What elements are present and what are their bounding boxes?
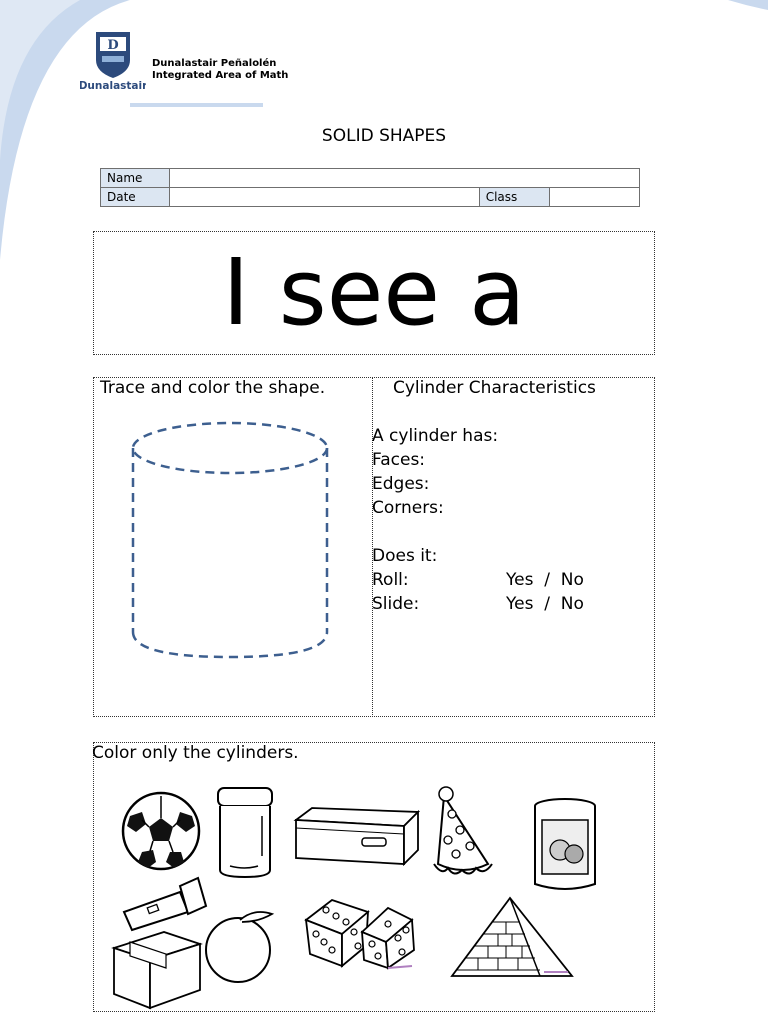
jar-picture[interactable] [212,786,278,880]
logo-wordmark: Dunalastair [80,80,146,92]
date-label: Date [101,188,170,207]
faces-label: Faces: [372,450,426,470]
student-info-table [100,168,640,207]
name-field[interactable] [170,169,640,188]
trace-instruction: Trace and color the shape. [100,378,326,398]
slide-options[interactable]: Yes / No [506,594,584,614]
orange-picture[interactable] [204,906,276,986]
coloring-instruction: Color only the cylinders. [92,743,299,763]
page-title: SOLID SHAPES [321,126,447,146]
briefcase-picture[interactable] [292,804,422,866]
characteristics-title: Cylinder Characteristics [393,378,596,398]
cylinder-tracing-outline[interactable] [128,420,334,664]
name-label: Name [101,169,170,188]
dice-picture[interactable] [302,896,420,972]
pyramid-picture[interactable] [448,894,576,980]
characteristics-intro: A cylinder has: [372,426,499,446]
does-it-label: Does it: [372,546,438,566]
corner-decoration-right [728,0,768,10]
logo-letter: D [107,38,119,53]
class-label: Class [479,188,549,207]
can-picture[interactable] [532,796,598,896]
department-name: Integrated Area of Math [152,70,289,81]
i-see-a-text: I see a [222,239,526,346]
flashlight-picture[interactable] [118,872,210,934]
slide-label: Slide: [372,594,420,614]
cardboard-box-picture[interactable] [110,928,204,1012]
header-rule [130,103,263,107]
party-hat-picture[interactable] [430,784,496,880]
corners-label: Corners: [372,498,444,518]
school-name: Dunalastair Peñalolén [152,58,277,69]
edges-label: Edges: [372,474,430,494]
school-logo [80,30,146,92]
school-name-block [152,58,288,82]
class-field[interactable] [550,188,640,207]
soccer-ball-picture[interactable] [120,790,202,872]
roll-label: Roll: [372,570,409,590]
date-field[interactable] [170,188,479,207]
roll-options[interactable]: Yes / No [506,570,584,590]
i-see-a-box [93,231,655,355]
